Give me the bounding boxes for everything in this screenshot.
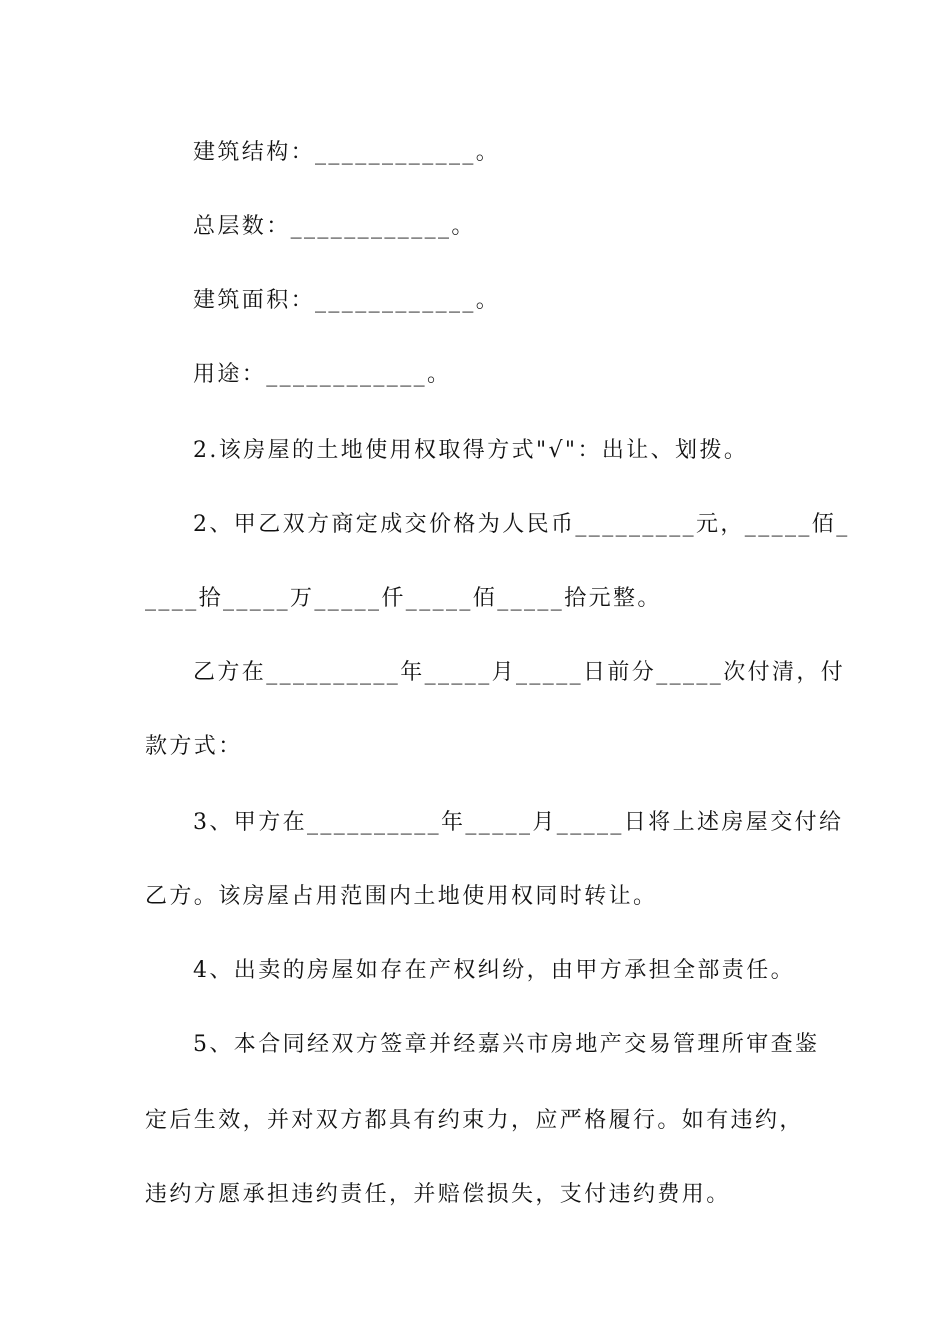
delivery-clause-line-2: 乙方。该房屋占用范围内土地使用权同时转让。	[145, 884, 658, 909]
usage-line: 用途：____________。	[193, 362, 452, 387]
effectiveness-clause-line-3: 违约方愿承担违约责任，并赔偿损失，支付违约费用。	[145, 1182, 731, 1207]
payment-clause-line-1: 乙方在__________年_____月_____日前分_____次付清，付	[193, 660, 846, 685]
dispute-clause-line: 4、出卖的房屋如存在产权纠纷，由甲方承担全部责任。	[193, 958, 795, 983]
building-area-line: 建筑面积：____________。	[193, 288, 501, 313]
effectiveness-clause-line-2: 定后生效，并对双方都具有约束力，应严格履行。如有违约，	[145, 1108, 804, 1133]
delivery-clause-line-1: 3、甲方在__________年_____月_____日将上述房屋交付给	[193, 810, 844, 835]
price-clause-line-1: 2、甲乙双方商定成交价格为人民币_________元，_____佰_	[193, 512, 850, 537]
payment-clause-line-2: 款方式：	[145, 734, 243, 759]
building-structure-line: 建筑结构：____________。	[193, 140, 501, 165]
effectiveness-clause-line-1: 5、本合同经双方签章并经嘉兴市房地产交易管理所审查鉴	[193, 1032, 820, 1057]
price-clause-line-2: ____拾_____万_____仟_____佰_____拾元整。	[145, 586, 662, 611]
land-use-right-line: 2.该房屋的土地使用权取得方式"√"：出让、划拨。	[193, 438, 749, 463]
total-floors-line: 总层数：____________。	[193, 214, 476, 239]
